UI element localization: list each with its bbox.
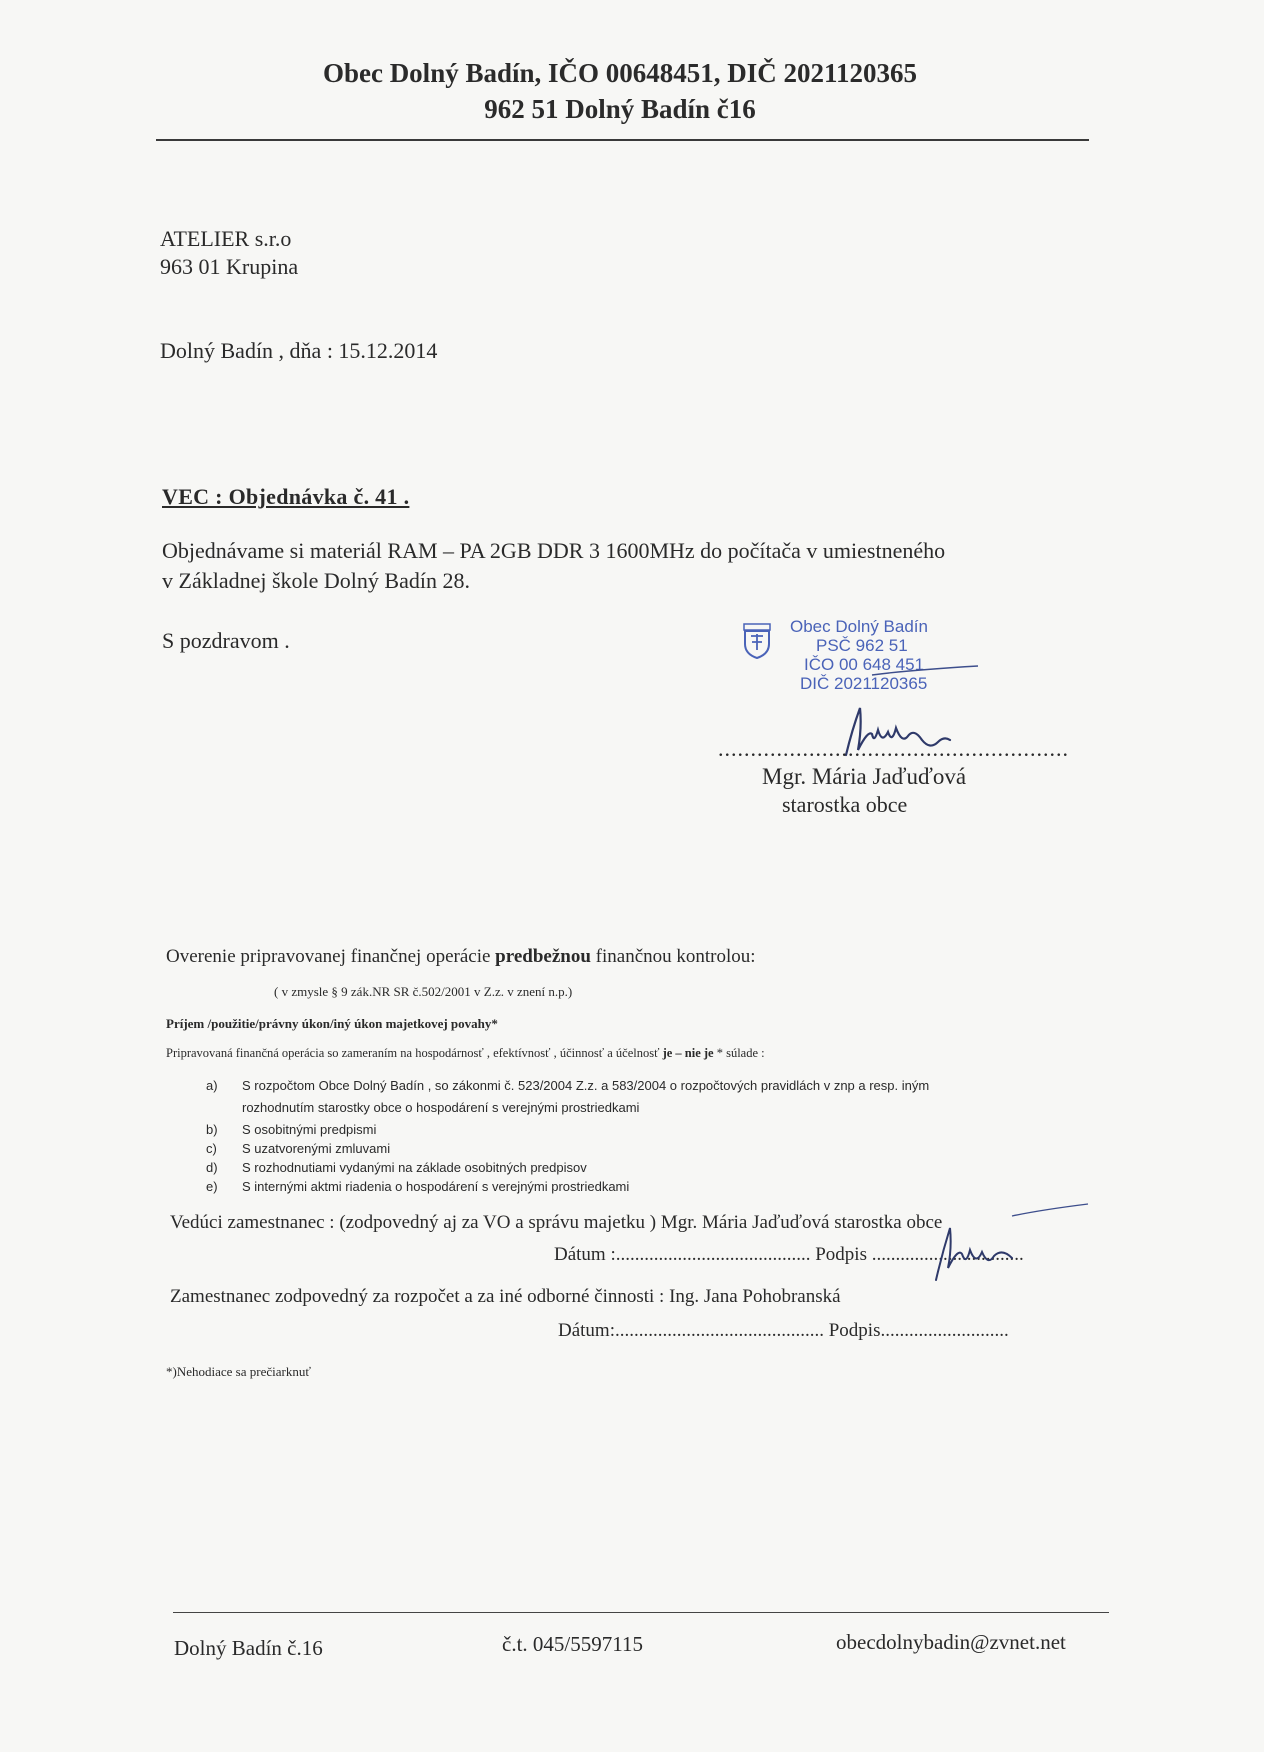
control-heading (166, 946, 756, 968)
official-stamp (790, 617, 928, 693)
stamp-line1: Obec Dolný Badín (790, 617, 928, 636)
footer-email: obecdolnybadin@zvnet.net (836, 1630, 1066, 1654)
body-line2: v Základnej škole Dolný Badín 28. (162, 568, 470, 593)
stamp-line3: IČO 00 648 451 (804, 655, 925, 674)
recipient-name: ATELIER s.r.o (160, 226, 292, 251)
signatory-name: Mgr. Mária Jaďuďová (762, 764, 967, 789)
compliance-bold: je – nie je (662, 1046, 714, 1060)
body-line1: Objednávame si materiál RAM – PA 2GB DDR 3 1600MHz do počítača v umiestneného (162, 538, 946, 563)
signature-dots: ...................................................... (718, 736, 1069, 761)
greeting: S pozdravom . (162, 628, 290, 653)
compliance-line (166, 1046, 765, 1061)
stamp-line2: PSČ 962 51 (816, 636, 908, 655)
compliance-pre: Pripravovaná finančná operácia so zameraním na hospodárnosť , efektívnosť , účinnosť a účelnosť (166, 1046, 663, 1060)
employee-line: Zamestnanec zodpovedný za rozpočet a za iné odborné činnosti : Ing. Jana Pohobranská (170, 1286, 841, 1307)
date-signature-row-1: Dátum :......................................... Podpis ................................ (554, 1244, 1024, 1265)
control-heading-bold: predbežnou (495, 946, 591, 967)
legal-reference: ( v zmysle § 9 zák.NR SR č.502/2001 v Z.z. v znení n.p.) (274, 984, 573, 999)
control-heading-pre: Overenie pripravovanej finančnej operácie (166, 946, 496, 967)
footer-divider (173, 1612, 1109, 1613)
footer-phone: č.t. 045/5597115 (502, 1632, 643, 1656)
subject-line: VEC : Objednávka č. 41 . (162, 484, 410, 509)
control-heading-post: finančnou kontrolou: (590, 946, 756, 967)
compliance-post: * súlade : (713, 1046, 765, 1060)
date-signature-row-2: Dátum:............................................ Podpis........................... (558, 1320, 1009, 1341)
letterhead-divider (156, 139, 1089, 141)
signatory-role: starostka obce (782, 792, 908, 817)
date-line: Dolný Badín , dňa : 15.12.2014 (160, 338, 438, 363)
footnote: *)Nehodiace sa prečiarknuť (166, 1364, 311, 1379)
manager-line: Vedúci zamestnanec : (zodpovedný aj za VO a správu majetku ) Mgr. Mária Jaďuďová starostka obce (170, 1212, 943, 1233)
compliance-list: a) S rozpočtom Obce Dolný Badín , so zákonmi č. 523/2004 Z.z. a 583/2004 o rozpočtových pravidlách v znp a resp. iným rozhodnutím starostky obce o hospodárení s verejnými prostriedkami b) S osobitnými predpismi c) S uzatvorenými zmluvami d) S rozhodnutiami vydanými na základe osobitných predpisov e) S internými aktmi riadenia o hospodárení s verejnými prostriedkami (206, 1078, 930, 1194)
operation-type: Príjem /použitie/právny úkon/iný úkon majetkovej povahy* (166, 1016, 498, 1031)
manager-strike-line (1010, 1200, 1090, 1220)
letterhead-line2: 962 51 Dolný Badín č16 (484, 94, 756, 124)
coat-of-arms-icon (742, 622, 772, 660)
manager-signature (930, 1222, 1020, 1284)
recipient-city: 963 01 Krupina (160, 254, 299, 279)
letterhead-line1: Obec Dolný Badín, IČO 00648451, DIČ 2021120365 (322, 58, 918, 88)
stamp-strike-line (870, 660, 980, 680)
stamp-line4: DIČ 2021120365 (800, 674, 928, 693)
footer-address: Dolný Badín č.16 (174, 1636, 323, 1660)
